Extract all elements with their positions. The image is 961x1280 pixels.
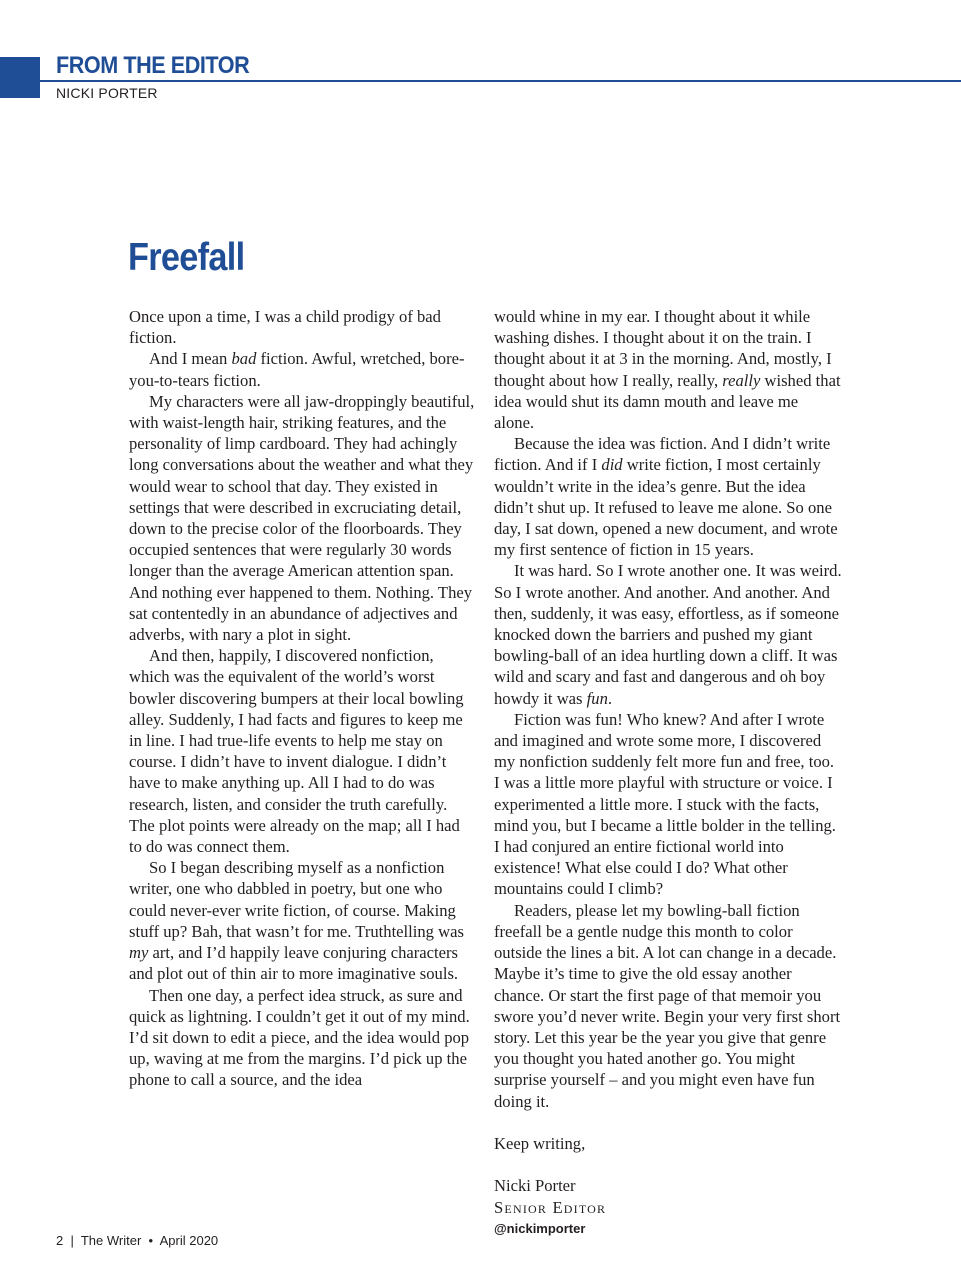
text-run: would whine in my ear. I thought about it while washing dishes. I thought about it on the train. I thought about it at 3 in the morning. And, mostly, I thought about how I really, really, bbox=[494, 307, 832, 390]
text-run: fiction. Awful, wretched, bore-you-to-tears fiction. bbox=[129, 349, 465, 390]
text-run: wished that idea would shut its damn mouth and leave me alone. bbox=[494, 370, 841, 433]
text-run: It was hard. So I wrote another one. It was weird. So I wrote another. And another. And another. And then, suddenly, it was easy, effortless, as if someone knocked down the barriers and pushed my giant bowling-ball of an idea hurtling down a cliff. It was wild and scary and fast and dangerous and oh boy howdy it was bbox=[494, 561, 842, 708]
issue-date: April 2020 bbox=[159, 1233, 219, 1248]
article-title: Freefall bbox=[128, 236, 245, 279]
footer-bullet: • bbox=[148, 1233, 154, 1248]
publication-name: The Writer bbox=[80, 1233, 142, 1248]
closing-line: Keep writing, bbox=[494, 1133, 586, 1153]
footer-separator: | bbox=[70, 1233, 74, 1248]
emphasis: bad bbox=[231, 349, 257, 369]
page-number: 2 bbox=[56, 1233, 64, 1248]
emphasis: did bbox=[601, 455, 623, 475]
section-title: FROM THE EDITOR bbox=[56, 52, 250, 79]
paragraph bbox=[129, 391, 475, 645]
paragraph bbox=[129, 857, 475, 984]
emphasis: really bbox=[722, 370, 761, 390]
paragraph bbox=[129, 985, 475, 1091]
paragraph bbox=[494, 560, 842, 708]
text-run: My characters were all jaw-droppingly beautiful, with waist-length hair, striking features, and the personality of limp cardboard. They had achingly long conversations about the weather and what they would wear to school that day. They existed in settings that were described in excruciating detail, down to the precise color of the floorboards. They occupied sentences that were regularly 30 words longer than the average American attention span. And nothing ever happened to them. Nothing. They sat contentedly in an abundance of adjectives and adverbs, with nary a plot in sight. bbox=[129, 391, 475, 645]
text-run: Because the idea was fiction. And I didn’t write fiction. And if I bbox=[494, 434, 831, 475]
header-rule bbox=[40, 80, 961, 82]
text-run: Once upon a time, I was a child prodigy of bad fiction. bbox=[129, 307, 441, 348]
author-label: NICKI PORTER bbox=[56, 85, 158, 101]
text-run: Readers, please let my bowling-ball fiction freefall be a gentle nudge this month to color outside the lines a bit. A lot can change in a decade. Maybe it’s time to give the old essay another chance. Or start the first page of that memoir you swore you’d never write. Begin your very first short story. Let this year be the year you give that genre you thought you hated another go. You might surprise yourself – and you might even have fun doing it. bbox=[494, 900, 841, 1111]
paragraph bbox=[494, 433, 842, 560]
text-run: write fiction, I most certainly wouldn’t write in the idea’s genre. But the idea didn’t shut up. It refused to leave me alone. So one day, I sat down, opened a new document, and wrote my first sentence of fiction in 15 years. bbox=[494, 455, 838, 560]
emphasis: my bbox=[129, 943, 149, 963]
paragraph bbox=[129, 306, 475, 348]
page-footer bbox=[56, 1233, 218, 1248]
paragraph bbox=[494, 900, 842, 1112]
text-run: So I began describing myself as a nonfiction writer, one who dabbled in poetry, but one who could never-ever write fiction, of course. Making stuff up? Bah, that wasn’t for me. Truthtelling was bbox=[129, 858, 464, 941]
paragraph bbox=[129, 645, 475, 857]
signature-title: Senior Editor bbox=[494, 1197, 607, 1217]
paragraph bbox=[494, 709, 842, 900]
left-column bbox=[129, 306, 475, 1091]
section-accent-block bbox=[0, 57, 40, 98]
paragraph bbox=[494, 306, 842, 433]
signature-handle[interactable]: @nickimporter bbox=[494, 1220, 586, 1236]
text-run: . bbox=[607, 688, 613, 708]
text-run: And then, happily, I discovered nonfiction, which was the equivalent of the world’s worst bowler discovering bumpers at their local bowling alley. Suddenly, I had facts and figures to keep me in line. I had true-life events to help me stay on course. I didn’t have to invent dialogue. I didn’t have to make anything up. All I had to do was research, listen, and consider the truth carefully. The plot points were already on the map; all I had to do was connect them. bbox=[129, 646, 464, 857]
right-column bbox=[494, 306, 842, 1239]
text-run: art, and I’d happily leave conjuring characters and plot out of thin air to more imaginative souls. bbox=[129, 943, 459, 984]
signature-name: Nicki Porter bbox=[494, 1176, 576, 1196]
emphasis: fun bbox=[586, 688, 608, 708]
text-run: Fiction was fun! Who knew? And after I wrote and imagined and wrote some more, I discovered my nonfiction suddenly felt more fun and free, too. I was a little more playful with structure or voice. I experimented a little more. I stuck with the facts, mind you, but I became a little bolder in the telling. I had conjured an entire fictional world into existence! What else could I do? What other mountains could I climb? bbox=[494, 709, 836, 899]
text-run: And I mean bbox=[149, 349, 232, 369]
paragraph bbox=[129, 348, 475, 390]
text-run: Then one day, a perfect idea struck, as sure and quick as lightning. I couldn’t get it out of my mind. I’d sit down to edit a piece, and the idea would pop up, waving at me from the margins. I’d pick up the phone to call a source, and the idea bbox=[129, 985, 470, 1090]
